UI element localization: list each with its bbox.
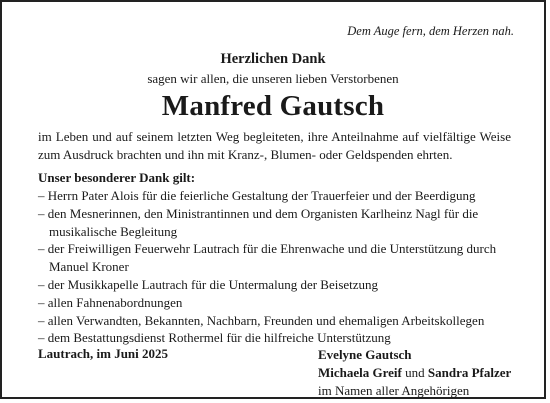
special-thanks-item: – allen Fahnenabordnungen bbox=[38, 294, 183, 310]
place-date: Lautrach, im Juni 2025 bbox=[38, 346, 169, 361]
signer-name: Michaela Greif bbox=[318, 365, 402, 380]
signer-name: Evelyne Gautsch bbox=[318, 347, 412, 362]
thanks-title: Herzlichen Dank bbox=[220, 51, 326, 67]
special-thanks-item: – Herrn Pater Alois für die feierliche Gestaltung der Trauerfeier und der Beerdigung bbox=[38, 188, 476, 203]
intro-text: im Leben und auf seinem letzten Weg begleiteten, ihre Anteilnahme auf vielfältige Weise zum Ausdruck brachten und ihn mit Kranz-, Blumen- oder Geldspenden ehrten. bbox=[38, 129, 511, 162]
signer-name: Sandra Pfalzer bbox=[427, 365, 512, 380]
special-thanks-heading: Unser besonderer Dank gilt: bbox=[38, 170, 196, 185]
special-thanks-item: – allen Verwandten, Bekannten, Nachbarn, Freunden und ehemaligen Arbeitskollegen bbox=[38, 312, 485, 328]
signer-connector: und bbox=[405, 365, 425, 380]
special-thanks-item: – der Musikkapelle Lautrach für die Untermalung der Beisetzung bbox=[38, 276, 379, 292]
signers bbox=[318, 346, 511, 400]
deceased-name: Manfred Gautsch bbox=[161, 90, 385, 122]
special-thanks-item: – den Mesnerinnen, den Ministrantinnen und dem Organisten Karlheinz Nagl für die musikalische Begleitung bbox=[38, 205, 479, 239]
thanks-subtitle: sagen wir allen, die unseren lieben Verstorbenen bbox=[147, 71, 399, 86]
special-thanks-list bbox=[38, 187, 511, 347]
special-thanks-item: – der Freiwilligen Feuerwehr Lautrach für die Ehrenwache und die Unterstützung durch Manuel Kroner bbox=[38, 241, 497, 275]
signers-note: im Namen aller Angehörigen bbox=[318, 383, 470, 398]
special-thanks-item: – dem Bestattungsdienst Rothermel für die hilfreiche Unterstützung bbox=[38, 330, 391, 346]
epigraph: Dem Auge fern, dem Herzen nah. bbox=[347, 24, 514, 38]
